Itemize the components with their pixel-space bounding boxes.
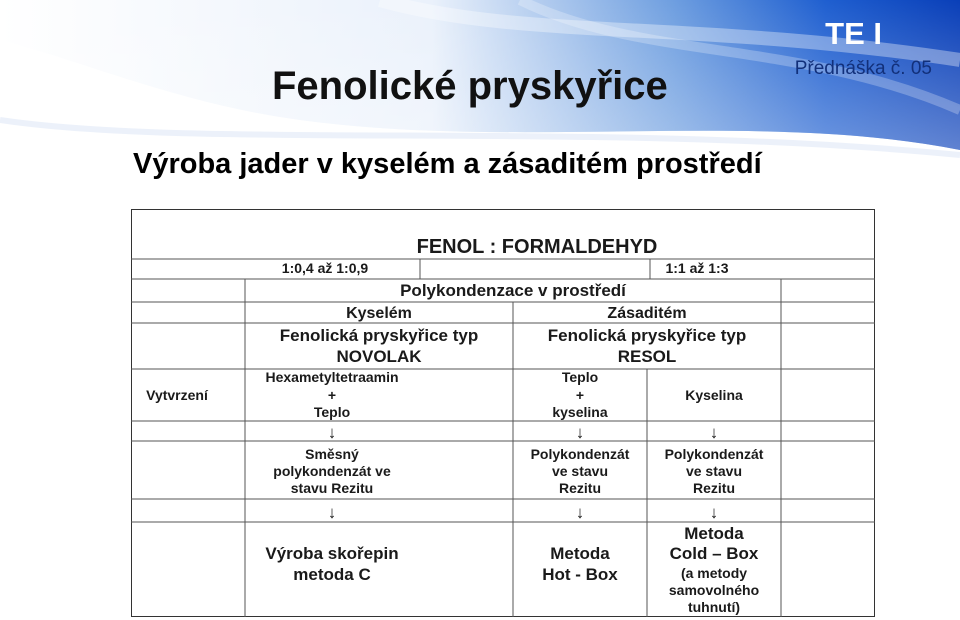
method-base2-line5: tuhnutí) (687, 599, 741, 615)
product-base-line2: ve stavu (551, 463, 609, 479)
acid-label: Kyselém (346, 305, 412, 322)
process-table (131, 209, 875, 617)
table-heading: FENOL : FORMALDEHYD (416, 236, 658, 258)
arrow-down-icon: ↓ (575, 503, 585, 522)
method-acid-line2: metoda C (293, 565, 371, 584)
cure-base-line1: Teplo (561, 369, 599, 385)
curing-label: Vytvrzení (146, 387, 208, 403)
product-base-line1: Polykondenzát (530, 446, 630, 462)
resin-type-base-line2: RESOL (617, 347, 677, 366)
ratio-acid: 1:0,4 až 1:0,9 (281, 260, 369, 276)
resin-type-acid-line2: NOVOLAK (336, 347, 422, 366)
cure-base-line2: + (575, 387, 585, 403)
product-base2-line1: Polykondenzát (664, 446, 764, 462)
medium-label: Polykondenzace v prostředí (400, 281, 626, 300)
arrow-down-icon: ↓ (709, 503, 719, 522)
product-acid-line3: stavu Rezitu (290, 480, 374, 496)
course-label: TE I (825, 16, 882, 51)
method-base2-line1: Metoda (684, 524, 744, 543)
method-base-line1: Metoda (550, 544, 610, 563)
slide-title: Fenolické pryskyřice (272, 64, 668, 108)
product-base2-line3: Rezitu (693, 480, 735, 496)
arrow-down-icon: ↓ (327, 503, 337, 522)
method-base2-line4: samovolného (668, 582, 760, 598)
arrow-down-icon: ↓ (327, 423, 337, 442)
cure-acid-line1: Hexametyltetraamin (265, 369, 399, 385)
cure-base2: Kyselina (685, 387, 743, 403)
resin-type-acid-line1: Fenolická pryskyřice typ (279, 326, 479, 345)
ratio-base: 1:1 až 1:3 (665, 260, 729, 276)
cure-base-line3: kyselina (552, 404, 608, 420)
method-base2-line2: Cold – Box (669, 544, 759, 563)
method-acid-line1: Výroba skořepin (265, 544, 399, 563)
slide-subtitle: Výroba jader v kyselém a zásaditém prostředí (133, 148, 762, 180)
product-base-line3: Rezitu (559, 480, 601, 496)
base-label: Zásaditém (607, 305, 687, 322)
method-base-line2: Hot - Box (542, 565, 618, 584)
method-base2-line3: (a metody (680, 565, 748, 581)
arrow-down-icon: ↓ (575, 423, 585, 442)
lecture-number: Přednáška č. 05 (794, 58, 932, 79)
arrow-down-icon: ↓ (709, 423, 719, 442)
resin-type-base-line1: Fenolická pryskyřice typ (547, 326, 747, 345)
cure-acid-line3: Teplo (313, 404, 351, 420)
cure-acid-line2: + (327, 387, 337, 403)
product-acid-line1: Směsný (305, 446, 359, 462)
product-base2-line2: ve stavu (685, 463, 743, 479)
product-acid-line2: polykondenzát ve (273, 463, 391, 479)
